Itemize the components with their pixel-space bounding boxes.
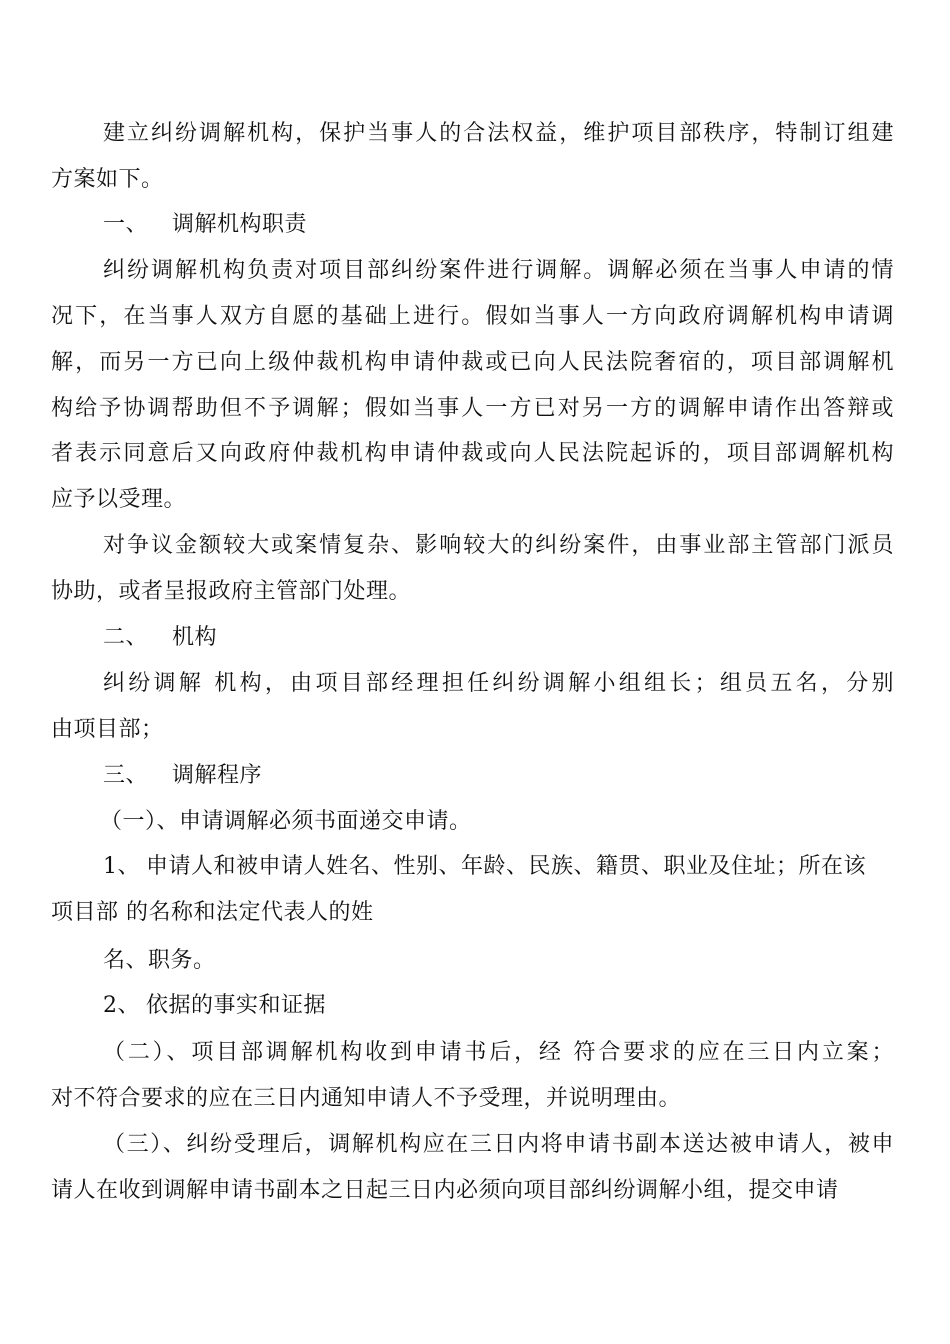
- intro-paragraph-line-1: 建立纠纷调解机构，保护当事人的合法权益，维护项目部秩序，特制订组建: [103, 121, 894, 146]
- organization-paragraph-line-2: 由项目部；: [51, 717, 164, 742]
- duties-paragraph-line-1: 纠纷调解机构负责对项目部纠纷案件进行调解。调解必须在当事人申请的情: [103, 258, 894, 283]
- section-3-number: 三、: [103, 763, 149, 788]
- item-2-number: 2、: [103, 993, 140, 1018]
- section-1-number: 一、: [103, 212, 149, 237]
- item-1-text-line-2: 项目部 的名称和法定代表人的姓: [51, 900, 374, 925]
- duties-paragraph-line-5: 者表示同意后又向政府仲裁机构申请仲裁或向人民法院起诉的，项目部调解机构: [51, 441, 894, 466]
- subsection-1: （一）、申请调解必须书面递交申请。: [100, 809, 472, 834]
- item-2-text: 依据的事实和证据: [146, 993, 327, 1018]
- section-2-title: 机构: [172, 625, 218, 650]
- subsection-3-line-2: 请人在收到调解申请书副本之日起三日内必须向项目部纠纷调解小组，提交申请: [51, 1178, 839, 1203]
- intro-paragraph-line-2: 方案如下。: [51, 167, 164, 192]
- section-3-title: 调解程序: [172, 763, 263, 788]
- item-1-number: 1、: [103, 854, 140, 879]
- item-1-text-line-1: 申请人和被申请人姓名、性别、年龄、民族、籍贯、职业及住址；所在该: [146, 854, 867, 879]
- duties-paragraph-line-6: 应予以受理。: [51, 487, 187, 512]
- duties-paragraph-line-3: 解，而另一方已向上级仲裁机构申请仲裁或已向人民法院奢宿的，项目部调解机: [51, 350, 894, 375]
- section-2-number: 二、: [103, 625, 149, 650]
- subsection-3-line-1: （三）、纠纷受理后，调解机构应在三日内将申请书副本送达被申请人，被申: [103, 1132, 894, 1157]
- major-cases-paragraph-line-2: 协助，或者呈报政府主管部门处理。: [51, 579, 412, 604]
- major-cases-paragraph-line-1: 对争议金额较大或案情复杂、影响较大的纠纷案件，由事业部主管部门派员: [103, 533, 894, 558]
- duties-paragraph-line-4: 构给予协调帮助但不予调解；假如当事人一方已对另一方的调解申请作出答辩或: [51, 396, 894, 421]
- subsection-2-line-2: 对不符合要求的应在三日内通知申请人不予受理，并说明理由。: [51, 1086, 682, 1111]
- duties-paragraph-line-2: 况下，在当事人双方自愿的基础上进行。假如当事人一方向政府调解机构申请调: [51, 304, 894, 329]
- item-1-text-line-3: 名、职务。: [103, 948, 216, 973]
- section-1-title: 调解机构职责: [172, 212, 308, 237]
- subsection-2-line-1: （二）、项目部调解机构收到申请书后，经 符合要求的应在三日内立案；: [103, 1040, 894, 1065]
- organization-paragraph-line-1: 纠纷调解 机构，由项目部经理担任纠纷调解小组组长；组员五名，分别: [103, 671, 894, 696]
